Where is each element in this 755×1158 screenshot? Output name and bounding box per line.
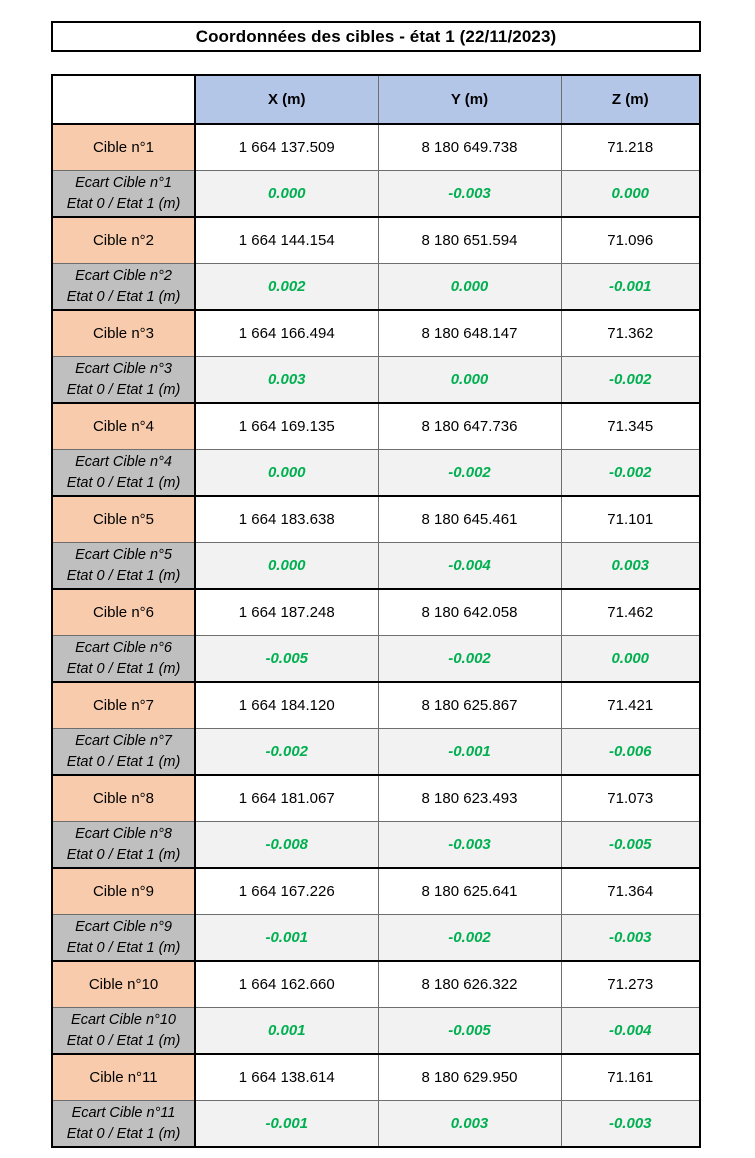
header-y: Y (m) — [378, 75, 561, 124]
ecart-label-line2: Etat 0 / Etat 1 (m) — [66, 474, 181, 491]
cible-label: Cible n°4 — [52, 403, 195, 450]
cible-y-value: 8 180 645.461 — [378, 496, 561, 543]
cible-row — [52, 496, 700, 543]
ecart-dz-value: 0.000 — [561, 171, 700, 218]
ecart-label-line2: Etat 0 / Etat 1 (m) — [66, 288, 181, 305]
ecart-dx-value: -0.005 — [195, 636, 378, 683]
cible-label: Cible n°5 — [52, 496, 195, 543]
cible-x-value: 1 664 138.614 — [195, 1054, 378, 1101]
cible-z-value: 71.096 — [561, 217, 700, 264]
cible-z-value: 71.345 — [561, 403, 700, 450]
ecart-dx-value: -0.002 — [195, 729, 378, 776]
cible-x-value: 1 664 183.638 — [195, 496, 378, 543]
ecart-dz-value: -0.003 — [561, 1101, 700, 1148]
ecart-dy-value: 0.003 — [378, 1101, 561, 1148]
cible-row — [52, 310, 700, 357]
ecart-dy-value: 0.000 — [378, 264, 561, 311]
ecart-dx-value: -0.001 — [195, 915, 378, 962]
ecart-dx-value: 0.001 — [195, 1008, 378, 1055]
ecart-label-line1: Ecart Cible n°5 — [75, 546, 172, 563]
cible-x-value: 1 664 137.509 — [195, 124, 378, 171]
cible-x-value: 1 664 169.135 — [195, 403, 378, 450]
ecart-row — [52, 636, 700, 683]
cible-row — [52, 217, 700, 264]
ecart-label — [52, 636, 195, 683]
cible-label: Cible n°8 — [52, 775, 195, 822]
ecart-label — [52, 915, 195, 962]
cible-y-value: 8 180 625.867 — [378, 682, 561, 729]
ecart-row — [52, 357, 700, 404]
ecart-dz-value: 0.000 — [561, 636, 700, 683]
cible-x-value: 1 664 166.494 — [195, 310, 378, 357]
ecart-dx-value: 0.003 — [195, 357, 378, 404]
cible-z-value: 71.364 — [561, 868, 700, 915]
cible-y-value: 8 180 625.641 — [378, 868, 561, 915]
ecart-dz-value: 0.003 — [561, 543, 700, 590]
cible-row — [52, 775, 700, 822]
ecart-label — [52, 357, 195, 404]
ecart-label-line2: Etat 0 / Etat 1 (m) — [66, 567, 181, 584]
cible-row — [52, 868, 700, 915]
ecart-row — [52, 171, 700, 218]
ecart-label-line1: Ecart Cible n°8 — [75, 825, 172, 842]
ecart-dz-value: -0.004 — [561, 1008, 700, 1055]
cible-x-value: 1 664 167.226 — [195, 868, 378, 915]
ecart-row — [52, 543, 700, 590]
ecart-label-line1: Ecart Cible n°7 — [75, 732, 172, 749]
ecart-row — [52, 1008, 700, 1055]
ecart-label-line2: Etat 0 / Etat 1 (m) — [66, 846, 181, 863]
ecart-dy-value: -0.002 — [378, 915, 561, 962]
ecart-label-line1: Ecart Cible n°3 — [75, 360, 172, 377]
ecart-label — [52, 1008, 195, 1055]
ecart-label — [52, 171, 195, 218]
ecart-dy-value: 0.000 — [378, 357, 561, 404]
cible-row — [52, 1054, 700, 1101]
cible-x-value: 1 664 181.067 — [195, 775, 378, 822]
ecart-label — [52, 729, 195, 776]
ecart-dz-value: -0.002 — [561, 357, 700, 404]
cible-y-value: 8 180 647.736 — [378, 403, 561, 450]
ecart-label-line2: Etat 0 / Etat 1 (m) — [66, 660, 181, 677]
cible-label: Cible n°11 — [52, 1054, 195, 1101]
cible-z-value: 71.421 — [561, 682, 700, 729]
ecart-dy-value: -0.002 — [378, 450, 561, 497]
ecart-label — [52, 822, 195, 869]
ecart-dz-value: -0.005 — [561, 822, 700, 869]
ecart-dx-value: 0.000 — [195, 543, 378, 590]
ecart-dy-value: -0.003 — [378, 822, 561, 869]
ecart-row — [52, 1101, 700, 1148]
ecart-label-line1: Ecart Cible n°2 — [75, 267, 172, 284]
cible-z-value: 71.362 — [561, 310, 700, 357]
cible-y-value: 8 180 642.058 — [378, 589, 561, 636]
ecart-label-line2: Etat 0 / Etat 1 (m) — [66, 753, 181, 770]
cible-y-value: 8 180 623.493 — [378, 775, 561, 822]
ecart-dz-value: -0.006 — [561, 729, 700, 776]
ecart-row — [52, 450, 700, 497]
ecart-label-line1: Ecart Cible n°4 — [75, 453, 172, 470]
header-corner-cell — [52, 75, 195, 124]
ecart-row — [52, 915, 700, 962]
ecart-label-line1: Ecart Cible n°1 — [75, 174, 172, 191]
cible-label: Cible n°3 — [52, 310, 195, 357]
ecart-label-line2: Etat 0 / Etat 1 (m) — [66, 195, 181, 212]
ecart-label — [52, 543, 195, 590]
cible-y-value: 8 180 649.738 — [378, 124, 561, 171]
cible-z-value: 71.273 — [561, 961, 700, 1008]
ecart-dx-value: 0.002 — [195, 264, 378, 311]
cible-x-value: 1 664 187.248 — [195, 589, 378, 636]
header-z: Z (m) — [561, 75, 700, 124]
ecart-label-line2: Etat 0 / Etat 1 (m) — [66, 1032, 181, 1049]
ecart-label-line1: Ecart Cible n°9 — [75, 918, 172, 935]
ecart-label-line1: Ecart Cible n°10 — [71, 1011, 176, 1028]
cible-label: Cible n°2 — [52, 217, 195, 264]
cible-row — [52, 124, 700, 171]
ecart-label-line2: Etat 0 / Etat 1 (m) — [66, 381, 181, 398]
cible-y-value: 8 180 651.594 — [378, 217, 561, 264]
ecart-label-line1: Ecart Cible n°6 — [75, 639, 172, 656]
ecart-dz-value: -0.002 — [561, 450, 700, 497]
ecart-dy-value: -0.003 — [378, 171, 561, 218]
ecart-label — [52, 1101, 195, 1148]
cible-y-value: 8 180 629.950 — [378, 1054, 561, 1101]
ecart-label-line1: Ecart Cible n°11 — [71, 1104, 176, 1121]
cible-label: Cible n°9 — [52, 868, 195, 915]
ecart-row — [52, 822, 700, 869]
cible-z-value: 71.462 — [561, 589, 700, 636]
cible-row — [52, 589, 700, 636]
cible-z-value: 71.101 — [561, 496, 700, 543]
cible-label: Cible n°10 — [52, 961, 195, 1008]
ecart-dx-value: -0.001 — [195, 1101, 378, 1148]
cible-z-value: 71.218 — [561, 124, 700, 171]
ecart-dy-value: -0.001 — [378, 729, 561, 776]
cible-x-value: 1 664 144.154 — [195, 217, 378, 264]
cible-label: Cible n°7 — [52, 682, 195, 729]
cible-x-value: 1 664 162.660 — [195, 961, 378, 1008]
ecart-label — [52, 450, 195, 497]
ecart-dy-value: -0.005 — [378, 1008, 561, 1055]
cible-z-value: 71.161 — [561, 1054, 700, 1101]
document-title: Coordonnées des cibles - état 1 (22/11/2023) — [51, 21, 701, 52]
ecart-label — [52, 264, 195, 311]
ecart-label-line2: Etat 0 / Etat 1 (m) — [66, 939, 181, 956]
header-row — [52, 75, 700, 124]
cible-row — [52, 403, 700, 450]
cible-row — [52, 961, 700, 1008]
cible-row — [52, 682, 700, 729]
cible-y-value: 8 180 626.322 — [378, 961, 561, 1008]
coordinates-table — [51, 74, 701, 1148]
cible-label: Cible n°1 — [52, 124, 195, 171]
ecart-dy-value: -0.002 — [378, 636, 561, 683]
ecart-dz-value: -0.003 — [561, 915, 700, 962]
ecart-dx-value: 0.000 — [195, 450, 378, 497]
ecart-dx-value: 0.000 — [195, 171, 378, 218]
ecart-dy-value: -0.004 — [378, 543, 561, 590]
table-body — [52, 75, 700, 1147]
ecart-dx-value: -0.008 — [195, 822, 378, 869]
cible-y-value: 8 180 648.147 — [378, 310, 561, 357]
ecart-row — [52, 264, 700, 311]
header-x: X (m) — [195, 75, 378, 124]
ecart-label-line2: Etat 0 / Etat 1 (m) — [66, 1125, 181, 1142]
ecart-dz-value: -0.001 — [561, 264, 700, 311]
cible-x-value: 1 664 184.120 — [195, 682, 378, 729]
cible-label: Cible n°6 — [52, 589, 195, 636]
cible-z-value: 71.073 — [561, 775, 700, 822]
ecart-row — [52, 729, 700, 776]
